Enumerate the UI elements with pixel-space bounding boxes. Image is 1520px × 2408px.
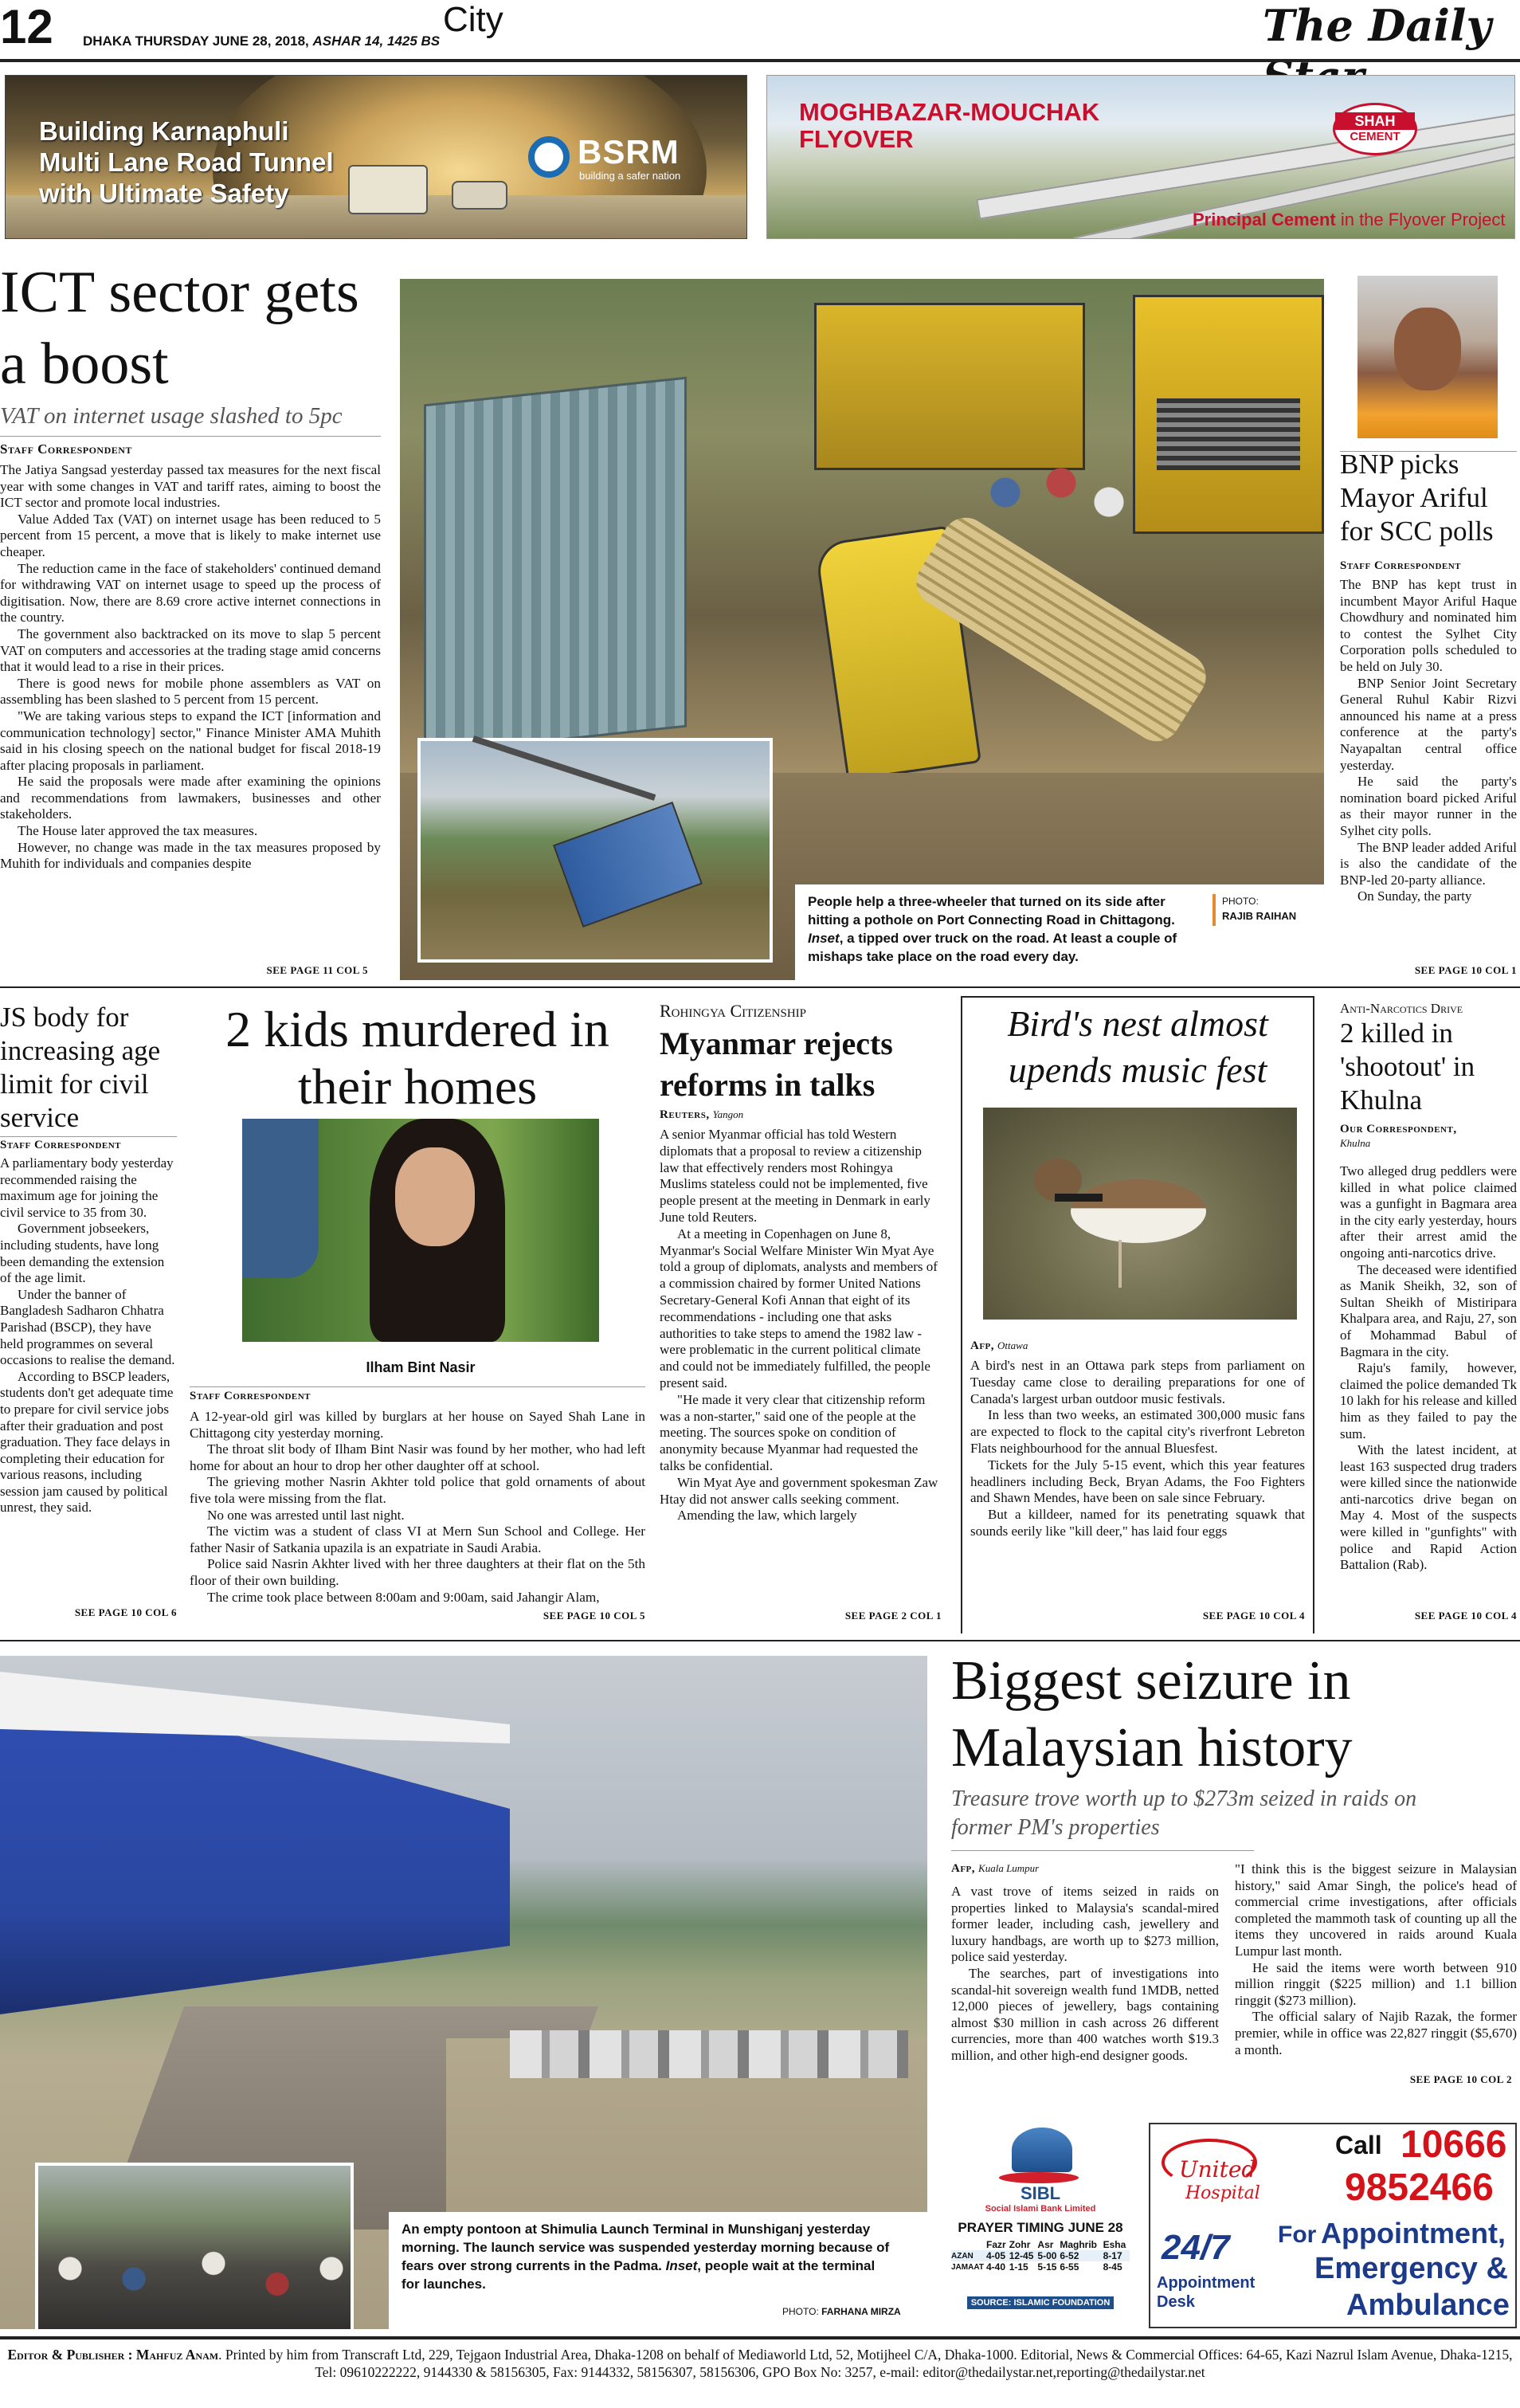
prayer-table	[951, 2239, 1130, 2273]
pothole-photo	[400, 279, 1324, 980]
united-phone-1[interactable]: 10666	[1401, 2124, 1507, 2166]
united-logo-sub: Hospital	[1185, 2183, 1260, 2203]
ilham-caption: Ilham Bint Nasir	[366, 1359, 476, 1375]
bsrm-logo-icon	[528, 136, 570, 178]
boy-figure	[242, 1119, 319, 1278]
myanmar-headline: Myanmar rejects reforms in talks	[660, 1026, 893, 1103]
inset-truck-photo	[417, 738, 773, 963]
bsrm-tagline: building a safer nation	[579, 170, 681, 182]
prayer-azan-row: AZAN 4-05 12-45 5-00 6-52 8-17	[951, 2250, 1130, 2261]
malaysia-headline: Biggest seizure in Malaysian history	[951, 1650, 1353, 1779]
imprint-line-1: Editor & Publisher : Mahfuz Anam. Printed by him from Transcraft Ltd, 229, Tejgaon Industrial Area, Dhaka-1208 on behalf of Mediaworld Ltd, 52, Motijheel C/A, Dhaka-1000. Editorial, News & Commercial Offices: 64-65, Kazi Nazrul Islam Avenue, Dhaka-1215,	[7, 2347, 1513, 2363]
khulna-article	[1340, 1001, 1517, 1638]
malaysia-col1-body: A vast trove of items seized in raids on properties linked to Malaysia's scandal-mired former leader, including cash, jewellery and luxury handbags, are worth up to $273 million, police said yesterday. The searches, part of investigations into scandal-hit sovereign wealth fund 1MDB, netted 12,000 pieces of jewellery, bags containing almost $30 million in cash across 26 different currencies, more than 400 watches worth $19.3 million, and other high-end designer goods.	[951, 1884, 1219, 2063]
bnp-see-page[interactable]: SEE PAGE 10 COL 1	[1414, 964, 1517, 976]
ict-article	[0, 257, 381, 982]
bnp-byline: Staff Correspondent	[1340, 559, 1462, 572]
bird-body	[1071, 1179, 1206, 1243]
launch-credit: PHOTO: FARHANA MIRZA	[782, 2306, 901, 2317]
shah-logo	[1333, 103, 1417, 155]
kids-article	[190, 1001, 645, 1638]
row2-rule	[0, 1640, 1520, 1641]
united-call-label: Call	[1335, 2131, 1382, 2159]
bird-byline-row: Afp, Ottawa	[970, 1339, 1028, 1352]
khulna-body: Two alleged drug peddlers were killed in what police claimed was a gunfight in Bagmara area in the city early yesterday, hours after their arrest amid the ongoing anti-narcotics drive. The deceased were identified as Manik Sheikh, 32, son of Sultan Sheikh of Mistiripara Khalpara area, and Raju, 27, son of Mohammad Babul of Bagmara in the city. Raju's family, however, claimed the police demanded Tk 10 lakh for his release and killed him as they failed to pay the sum. With the latest incident, at least 163 suspected drug traders were killed since the nationwide anti-narcotics drive began on May 4. Most of the suspects were killed in "gunfights" with police and Rapid Action Battalion (Rab).	[1340, 1163, 1517, 1573]
united-desk-1: Appointment	[1157, 2274, 1256, 2292]
portrait-face	[1394, 308, 1461, 390]
pothole-caption: People help a three-wheeler that turned on its side after hitting a pothole on Port Connecting Road in Chittagong. Inset, a tipped over truck on the road. At least a couple of mishaps take place on the road every day.	[808, 894, 1177, 964]
people-group	[974, 454, 1133, 550]
malaysia-rule	[951, 1850, 1254, 1851]
bird-frame-left	[961, 996, 962, 1633]
truck-shape	[348, 165, 428, 214]
bnp-article	[1340, 263, 1517, 980]
myanmar-byline-row: Reuters, Yangon	[660, 1108, 744, 1121]
malaysia-col2: "I think this is the biggest seizure in Malaysian history," said Amar Singh, the police's head of commercial crime investigations, after officials completed the mammoth task of counting up all the items they uncovered in raids around Kuala Lumpur last month. He said the items were worth between 910 million ringgit ($225 million) and 1.1 billion ringgit ($273 million). The official salary of Najib Razak, the former premier, while in office was 22,827 ringgit ($5,670) a month.	[1235, 1861, 1517, 2057]
girl-face-front	[395, 1147, 475, 1246]
car-shape	[452, 181, 507, 210]
sibl-brand: SIBL	[1020, 2183, 1061, 2203]
united-for: For	[1278, 2222, 1317, 2248]
united-services-1: Appointment,	[1321, 2217, 1506, 2249]
malaysia-col1	[951, 1861, 1219, 2065]
ariful-portrait	[1357, 276, 1498, 438]
launch-caption: An empty pontoon at Shimulia Launch Terminal in Munshiganj yesterday morning. The launch service was suspended yesterday morning because of fears over strong currents in the Padma. Inset, people wait at the terminal for launches.	[402, 2222, 890, 2292]
boats-row	[510, 2030, 908, 2078]
masthead-rule	[0, 59, 1520, 62]
bird-frame-right	[1313, 996, 1314, 1633]
js-rule	[0, 1136, 177, 1137]
inset-tipped-truck	[553, 802, 703, 928]
myanmar-kicker: Rohingya Citizenship	[660, 1001, 806, 1021]
united-hospital-ad	[1149, 2123, 1517, 2328]
khulna-byline-row: Our Correspondent, Khulna	[1340, 1123, 1457, 1149]
shah-footer: Principal Cement in the Flyover Project	[1193, 210, 1506, 229]
bird-neckband	[1055, 1194, 1103, 1202]
sibl-swoosh-icon	[999, 2172, 1079, 2183]
launch-terminal-photo	[0, 1656, 927, 2329]
ict-byline: Staff Correspondent	[0, 441, 132, 457]
shah-headline-2: FLYOVER	[799, 125, 914, 153]
shah-headline-1: MOGHBAZAR-MOUCHAK	[799, 98, 1100, 126]
kids-headline: 2 kids murdered in their homes	[225, 1001, 609, 1115]
inset-crowd	[38, 2237, 357, 2329]
brand-logo: The Daily	[1263, 0, 1491, 51]
myanmar-body: A senior Myanmar official has told Western diplomats that a proposal to review a citizenship law that effectively renders most Rohingya Muslims stateless could not be implemented, five people present at the meeting in Denmark in early June told Reuters. At a meeting in Copenhagen on June 8, Myanmar's Social Welfare Minister Win Myat Aye told a group of diplomats, analysts and members of a commission chaired by former United Nations Secretary-General Kofi Annan that eight of its recommendations - including one that asks authorities to take steps to amend the 1982 law - were problematic in the current political climate and could not be immediately fulfilled, the people present said. "He made it very clear that citizenship reform was a non-starter," said one of the people at the meeting. The sources spoke on condition of anonymity because Myanmar had requested the talks be confidential. Win Myat Aye and government spokesman Zaw Htay did not answer calls seeking comment. Amending the law, which largely	[660, 1127, 938, 1524]
sibl-source: SOURCE: ISLAMIC FOUNDATION	[967, 2296, 1114, 2309]
footer-rule	[0, 2336, 1520, 2339]
shah-logo-bottom: CEMENT	[1350, 130, 1401, 143]
js-body: A parliamentary body yesterday recommended raising the maximum age for joining the civil service to 35 from 30. Government jobseekers, including students, have long been demanding the extension of the age limit. Under the banner of Bangladesh Sadharon Chhatra Parishad (BSCP), they have held programmes on several occasions to realise the demand. According to BSCP leaders, students don't get adequate time to prepare for civil service jobs after their graduation and post graduation. They face delays in completing their education for various reasons, including session jam caused by political unrest, they said.	[0, 1155, 175, 1516]
pothole-credit-label: PHOTO:	[1222, 896, 1259, 907]
ict-subhead: VAT on internet usage slashed to 5pc	[0, 403, 343, 429]
sibl-mosque-icon	[1012, 2128, 1072, 2172]
sibl-name: Social Islami Bank Limited	[985, 2204, 1096, 2214]
row1-rule	[0, 986, 1520, 988]
united-logo-name: United	[1179, 2156, 1256, 2182]
inset-crowd-photo	[35, 2163, 354, 2329]
sibl-title: PRAYER TIMING JUNE 28	[958, 2220, 1123, 2235]
kids-byline: Staff Correspondent	[190, 1390, 311, 1402]
imprint	[0, 2346, 1520, 2381]
kids-body: A 12-year-old girl was killed by burglars at her house on Sayed Shah Lane in Chittagong city yesterday morning. The throat slit body of Ilham Bint Nasir was found by her mother, who had left home for about an hour to drop her other daughter off at school. The grieving mother Nasrin Akhter told police that gold ornaments of about five tola were missing from the flat. No one was arrested until last night. The victim was a student of class VI at Mern Sun School and College. Her father Nasir of Satkania upazila is an expatriate in Saudi Arabia. Police said Nasrin Akhter lived with her three daughters at their flat on the 5th floor of their own building. The crime took place between 8:00am and 9:00am, said Jahangir Alam,	[190, 1409, 645, 1605]
container-box	[424, 377, 687, 755]
truck-grille	[1157, 398, 1300, 470]
united-phone-2[interactable]: 9852466	[1345, 2167, 1494, 2209]
shah-logo-top: SHAH	[1335, 112, 1415, 130]
prayer-jamaat-row: JAMAAT 4-40 1-15 5-15 6-55 8-45	[951, 2261, 1122, 2273]
malaysia-see-page[interactable]: SEE PAGE 10 COL 2	[1409, 2073, 1512, 2085]
js-see-page[interactable]: SEE PAGE 10 COL 6	[74, 1606, 177, 1618]
ict-body: The Jatiya Sangsad yesterday passed tax measures for the next fiscal year with some changes in VAT and tariff rates, aiming to boost the ICT sector and promote local industries. Value Added Tax (VAT) on internet usage has been reduced to 5 percent from 15 percent, a move that is likely to make internet use cheaper. The reduction came in the face of stakeholders' continued demand for withdrawing VAT on internet usage to speed up the process of digitisation. Now, there are 8.69 crore active internet connections in the country. The government also backtracked on its move to slap 5 percent VAT on computers and accessories at the trading stage amid concerns that it would lead to a rise in their prices. There is good news for mobile phone assemblers as VAT on assembling has been slashed to 5 percent from 15 percent. "We are taking various steps to expand the ICT [information and communication technology] sector," Finance Minister AMA Muhith said in his closing speech on the national budget for fiscal 2018-19 after placing proposals in parliament. He said the proposals were made after examining the opinions and recommendations from lawmakers, businesses and other stakeholders. The House later approved the tax measures. However, no change was made in the tax measures proposed by Muhith for individuals and companies despite	[0, 462, 381, 872]
ict-sub-rule	[0, 436, 381, 437]
malaysia-article	[951, 1648, 1517, 2102]
pothole-caption-box	[795, 884, 1324, 980]
ilham-photo	[242, 1119, 599, 1342]
bird-article	[970, 1001, 1305, 1638]
united-247-badge: 24/7	[1162, 2228, 1230, 2267]
bsrm-headline: Building Karnaphuli Multi Lane Road Tunnel with Ultimate Safety	[39, 116, 334, 208]
bsrm-ad	[5, 75, 747, 239]
khulna-headline: 2 killed in 'shootout' in Khulna	[1340, 1018, 1475, 1116]
launch-caption-box	[389, 2212, 927, 2329]
bird-headline: Bird's nest almost upends music fest	[1007, 1003, 1268, 1090]
bsrm-brand: BSRM	[578, 133, 680, 171]
js-article	[0, 1001, 177, 1638]
page-number: 12	[0, 0, 53, 53]
js-byline: Staff Correspondent	[0, 1139, 122, 1151]
bird-leg	[1118, 1240, 1122, 1288]
masthead	[0, 0, 1520, 64]
prayer-header-row: Fazr Zohr Asr Maghrib Esha	[986, 2239, 1126, 2250]
khulna-kicker: Anti-Narcotics Drive	[1340, 1001, 1463, 1016]
malaysia-subhead: Treasure trove worth up to $273m seized in raids on former PM's properties	[951, 1786, 1417, 1840]
inset-crane	[472, 735, 656, 801]
imprint-line-2: Tel: 09610222222, 9144330 & 58156305, Fax: 9144332, 58156307, 58156306, GPO Box No: 3257, e-mail: editor@thedailystar.net,reporting@thedailystar.net	[315, 2364, 1205, 2380]
bird-frame-top	[961, 996, 1314, 998]
united-services-3: Ambulance	[1346, 2288, 1510, 2322]
united-desk-2: Desk	[1157, 2293, 1195, 2311]
sibl-ad	[951, 2123, 1130, 2328]
ict-headline: ICT sector gets a boost	[0, 260, 359, 397]
kids-see-page[interactable]: SEE PAGE 10 COL 5	[543, 1610, 645, 1622]
pothole-credit-name: RAJIB RAIHAN	[1222, 910, 1297, 922]
credit-accent	[1212, 894, 1216, 926]
bnp-body: The BNP has kept trust in incumbent Mayor Ariful Haque Chowdhury and nominated him to contest the Sylhet City Corporation polls scheduled to be held on July 30. BNP Senior Joint Secretary General Ruhul Kabir Rizvi announced his name at a press conference at the party's Nayapaltan central office yesterday. He said the party's nomination board picked Ariful as their mayor runner in the Sylhet city polls. The BNP leader added Ariful is also the candidate of the BNP-led 20-party alliance. On Sunday, the party	[1340, 577, 1517, 904]
kids-rule	[190, 1386, 645, 1387]
killdeer-photo	[983, 1108, 1297, 1320]
js-headline: JS body for increasing age limit for civil service	[0, 1002, 161, 1133]
ict-see-page[interactable]: SEE PAGE 11 COL 5	[266, 964, 368, 976]
bird-see-page[interactable]: SEE PAGE 10 COL 4	[1202, 1610, 1305, 1622]
bnp-headline: BNP picks Mayor Ariful for SCC polls	[1340, 449, 1494, 547]
dateline: DHAKA THURSDAY JUNE 28, 2018, ASHAR 14, 1425 BS	[83, 33, 441, 49]
khulna-see-page[interactable]: SEE PAGE 10 COL 4	[1414, 1610, 1517, 1622]
united-services-2: Emergency &	[1314, 2252, 1508, 2285]
malaysia-byline-row: Afp, Kuala Lumpur	[951, 1862, 1040, 1875]
section-label: City	[443, 0, 503, 39]
myanmar-see-page[interactable]: SEE PAGE 2 COL 1	[844, 1610, 942, 1622]
shah-cement-ad	[766, 75, 1515, 239]
yellow-truck-left	[814, 303, 1085, 470]
myanmar-article	[660, 1001, 942, 1638]
bird-body: A bird's nest in an Ottawa park steps from parliament on Tuesday came close to derailing preparations for one of Canada's largest urban outdoor music festivals. In less than two weeks, an estimated 300,000 music fans are expected to flock to the capital city's riverfront Lebreton Flats neighbourhood for the annual Bluesfest. Tickets for the July 5-15 event, which this year features headliners including Beck, Bryan Adams, the Foo Fighters and Shawn Mendes, have been on sale since February. But a killdeer, named for its penetrating squawk that sounds eerily like "kill deer," has laid four eggs	[970, 1358, 1305, 1539]
